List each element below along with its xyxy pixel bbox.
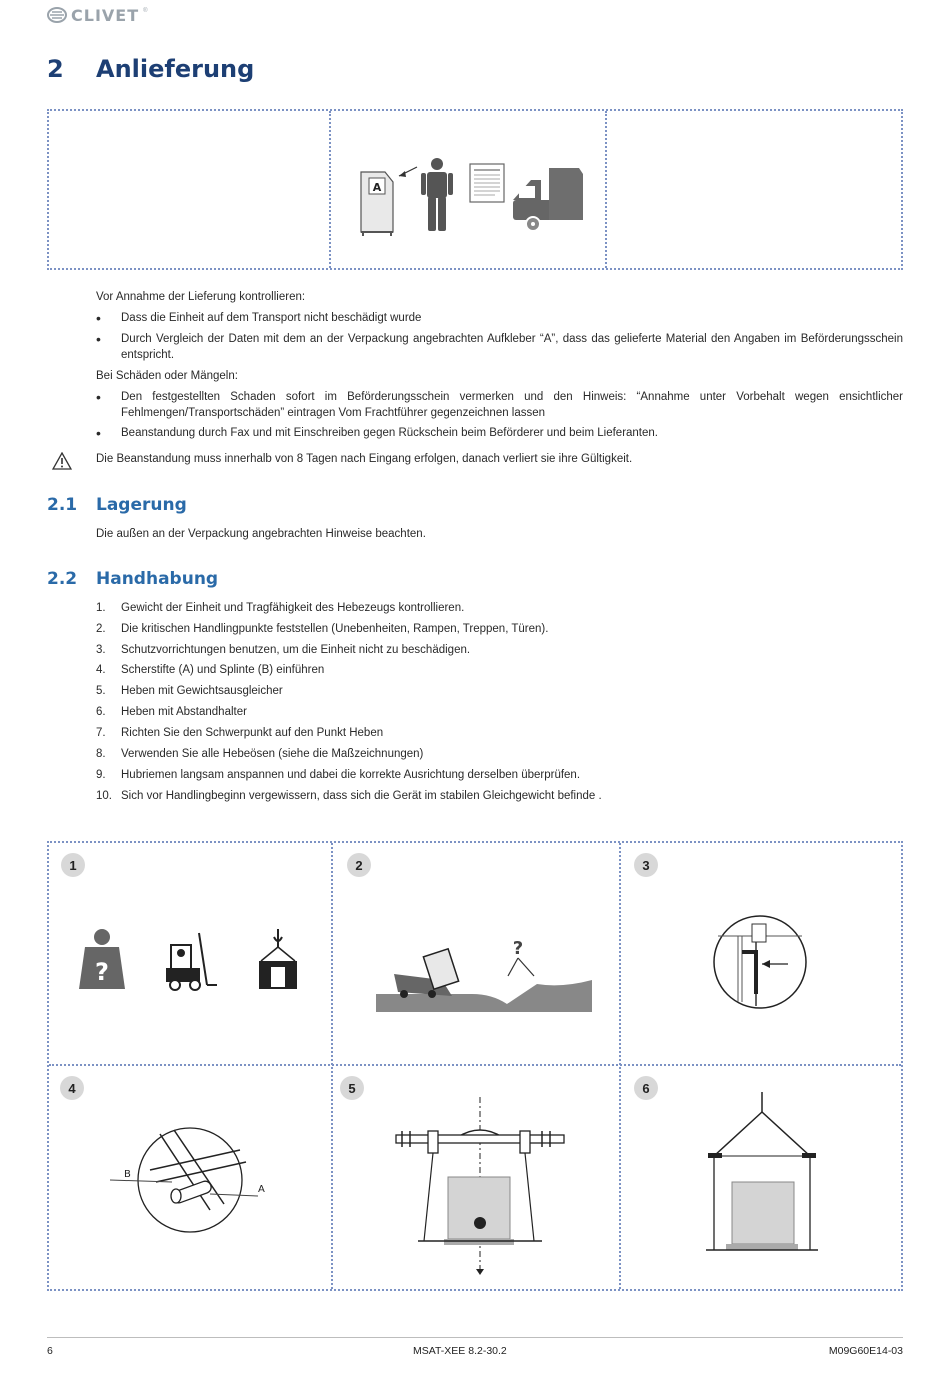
page-number: 6 — [47, 1345, 53, 1357]
center-of-gravity-icon — [474, 1217, 486, 1229]
label-a: A — [372, 181, 382, 194]
handling-steps-list: 1. Gewicht der Einheit und Tragfähigkeit des Hebezeugs kontrollieren. 2. Die kritischen Handlingpunkte feststellen (Unebenheiten, Rampen, Treppen, Türen). 3. Schutzvorrichtungen benutzen, um die Einheit nicht zu beschädigen. 4. Scherstifte (A) und Splinte (B) einführen 5. Heben mit Gewichtsausgleicher 6. Heben mit Abstandhalter 7. Richten Sie den Schwerpunkt auf den Punkt Heben 8. Verwenden Sie alle Hebeösen (siehe die Maßzeichnungen) 9. Hubriemen langsam anspannen und dabei die korrekte Ausrichtung derselben überprüfen. 10. Sich vor Handlingbeginn vergewissern, dass sich die Gerät im stabilen Gleichgewicht befinde . — [96, 602, 602, 802]
panel-4-illustration — [110, 1120, 280, 1240]
crane-hook-icon — [259, 929, 297, 989]
unit-box-icon — [448, 1177, 510, 1239]
model-code: MSAT-XEE 8.2-30.2 — [413, 1345, 507, 1357]
pin-label-a: A — [258, 1184, 265, 1195]
unit-box-icon — [732, 1182, 794, 1244]
step-badge-5: 5 — [340, 1076, 364, 1100]
warning-text: Die Beanstandung muss innerhalb von 8 Tagen nach Eingang erfolgen, danach verliert sie ihre Gültigkeit. — [96, 453, 633, 465]
logo-mark-icon — [47, 7, 67, 23]
storage-text: Die außen an der Verpackung angebrachten Hinweise beachten. — [96, 528, 426, 540]
subsection-title: Lagerung — [96, 495, 187, 515]
subsection-title: Handhabung — [96, 569, 219, 589]
panel-5-illustration — [392, 1095, 570, 1275]
forklift-icon — [167, 933, 217, 990]
bullet-icon: • — [96, 389, 101, 405]
list-item: • Den festgestellten Schaden sofort im Beförderungsschein vermerken und den Hinweis: “Annahme unter Vorbehalt wegen ensichtlicher Fehlmengen/Transportschäden” eintragen Vom Frachtführer gegenzeichnen lassen — [96, 389, 903, 419]
list-item: • Dass die Einheit auf dem Transport nicht beschädigt wurde — [96, 310, 422, 326]
list-item: • Beanstandung durch Fax und mit Einschreiben gegen Rückschein beim Beförderer und beim Lieferanten. — [96, 425, 658, 441]
trolley-unit-icon — [394, 949, 459, 998]
clivet-logo: CLIVET ® — [47, 4, 148, 26]
subsection-number: 2.1 — [47, 495, 78, 515]
section-title: Anlieferung — [96, 55, 255, 83]
document-code: M09G60E14-03 — [828, 1345, 903, 1357]
step-badge-3: 3 — [634, 853, 658, 877]
pin-label-b: B — [124, 1169, 131, 1180]
grid-divider — [49, 1064, 901, 1066]
step-badge-6: 6 — [634, 1076, 658, 1100]
list-item: • Durch Vergleich der Daten mit dem an der Verpackung angebrachten Aufkleber “A”, dass das gelieferte Material den Angaben im Beförderungsschein entspricht. — [96, 331, 903, 361]
grid-divider — [331, 843, 333, 1289]
subsection-number: 2.2 — [47, 569, 78, 589]
bullet-icon: • — [96, 425, 101, 441]
person-icon — [421, 158, 453, 231]
step-badge-2: 2 — [347, 853, 371, 877]
grid-divider — [619, 843, 621, 1289]
bullet-icon: • — [96, 331, 101, 347]
truck-icon — [513, 168, 583, 231]
step-badge-1: 1 — [61, 853, 85, 877]
panel-3-illustration — [712, 906, 808, 1016]
delivery-note-icon — [470, 164, 504, 202]
damage-heading: Bei Schäden oder Mängeln: — [96, 370, 238, 382]
logo-text: CLIVET — [71, 5, 140, 25]
figure-divider — [605, 111, 607, 268]
figure-divider — [329, 111, 331, 268]
footer-divider — [47, 1337, 903, 1338]
step-badge-4: 4 — [60, 1076, 84, 1100]
warning-icon — [52, 452, 72, 470]
weight-question-mark: ? — [95, 958, 109, 986]
bullet-icon: • — [96, 310, 101, 326]
panel-6-illustration — [700, 1090, 826, 1260]
panel-1-illustration — [75, 925, 310, 995]
ramp-question-mark: ? — [512, 938, 524, 959]
delivery-illustration — [355, 150, 595, 240]
section-number: 2 — [47, 55, 64, 83]
check-heading: Vor Annahme der Lieferung kontrollieren: — [96, 291, 306, 303]
spreader-bar-icon — [396, 1135, 564, 1143]
panel-2-illustration — [372, 930, 597, 1015]
